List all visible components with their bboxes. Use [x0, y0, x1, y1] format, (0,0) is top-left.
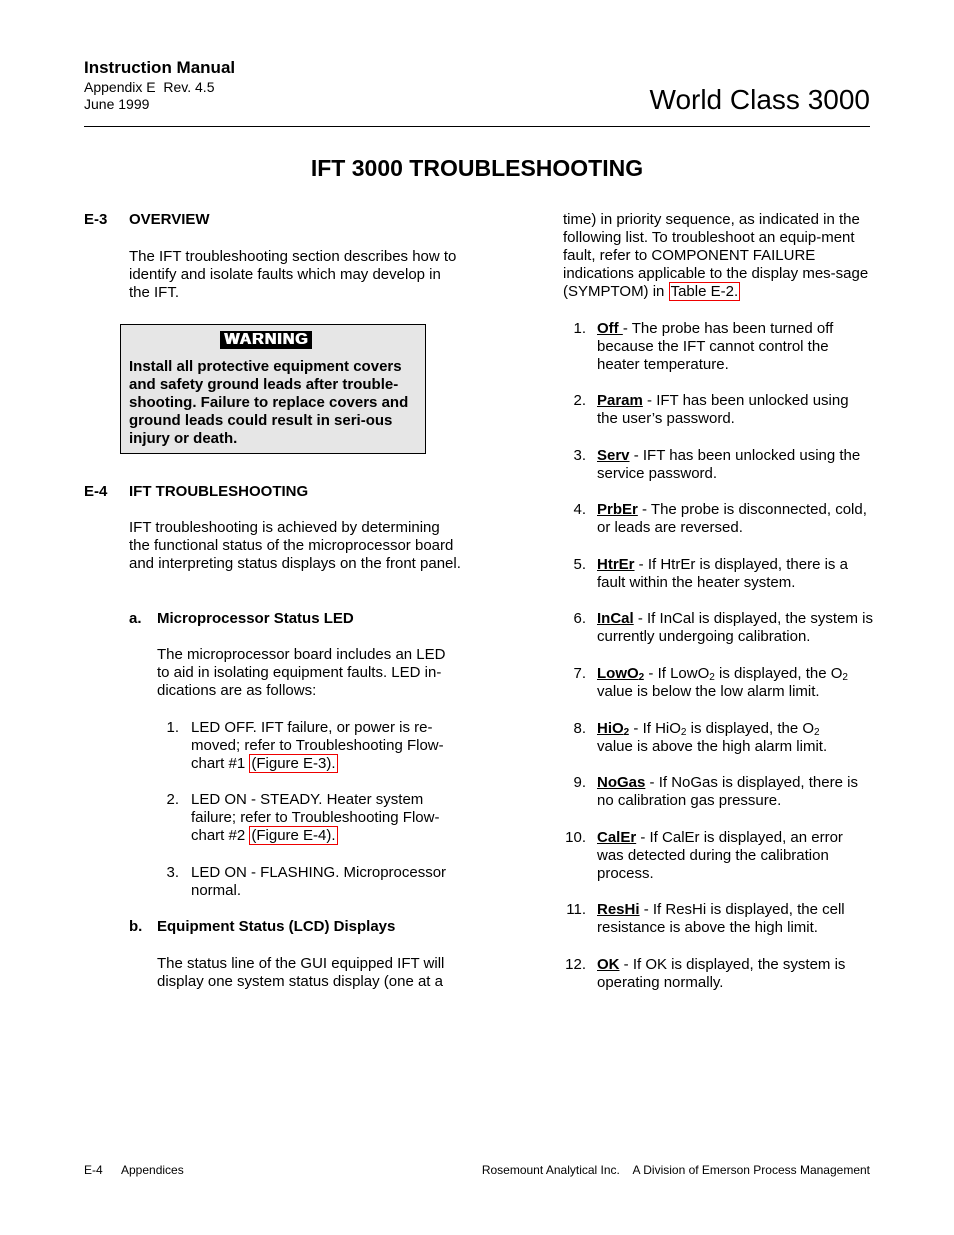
status-intro	[563, 211, 869, 301]
item-text: - If OK is displayed, the system is operating normally.	[597, 956, 846, 991]
item-text: - IFT has been unlocked using the service password.	[597, 447, 861, 482]
appendix-revision: Appendix E Rev. 4.5	[84, 79, 215, 95]
subscript: 2	[623, 727, 630, 738]
warning-box	[120, 324, 426, 454]
item-number: 7.	[573, 665, 586, 682]
manual-title: Instruction Manual	[84, 58, 236, 77]
item-number: 1.	[573, 320, 586, 337]
section-title: OVERVIEW	[129, 211, 210, 228]
page-title: IFT 3000 TROUBLESHOOTING	[310, 155, 644, 181]
status-keyword: NoGas	[597, 774, 646, 791]
item-number: 8.	[573, 720, 586, 737]
item-text: LED OFF. IFT failure, or power is re-moved; refer to Troubleshooting Flow-chart #1	[191, 719, 444, 772]
intro-text: time) in priority sequence, as indicated in the following list. To troubleshoot an equip-ment fault, refer to COMPONENT FAILURE indications applicable to the display mes-sage (SYMPTOM) in	[563, 211, 869, 300]
item-number: 9.	[573, 774, 586, 791]
item-text: - The probe is disconnected, cold, or leads are reversed.	[597, 501, 867, 536]
subsection-b-heading	[129, 918, 395, 935]
item-text: - The probe has been turned off because the IFT cannot control the heater temperature.	[597, 320, 834, 373]
section-title: IFT TROUBLESHOOTING	[129, 483, 309, 500]
subsection-letter: b.	[129, 918, 143, 935]
item-number: 2.	[573, 392, 586, 409]
status-keyword: Serv	[597, 447, 630, 464]
status-keyword: HtrEr	[597, 556, 635, 573]
item-text: - If LowO	[644, 665, 710, 682]
item-number: 2.	[166, 791, 179, 808]
footer-section: Appendices	[121, 1163, 184, 1177]
troubleshooting-text: IFT troubleshooting is achieved by determining the functional status of the microprocessor board and interpreting status displays on the front panel.	[129, 519, 461, 572]
warning-text: Install all protective equipment covers and safety ground leads after trouble-shooting. Failure to replace covers and ground leads could result in seri-ous injury or death.	[129, 358, 409, 447]
troubleshooting-heading	[84, 483, 308, 500]
item-text: - If NoGas is displayed, there is no calibration gas pressure.	[597, 774, 858, 809]
item-text: LED ON - FLASHING. Microprocessor normal.	[191, 864, 447, 899]
item-text: is displayed, the O	[714, 665, 843, 682]
status-keyword: Param	[597, 392, 643, 409]
item-number: 3.	[166, 864, 179, 881]
section-number: E-4	[84, 483, 108, 500]
overview-text: The IFT troubleshooting section describes how to identify and isolate faults which may develop in the IFT.	[129, 248, 457, 301]
status-keyword: LowO	[597, 665, 639, 682]
footer-company: Rosemount Analytical Inc. A Division of Emerson Process Management	[481, 1163, 870, 1177]
subsection-b-text: The status line of the GUI equipped IFT will display one system status display (one at a	[157, 955, 445, 990]
header-rule	[84, 126, 870, 127]
item-number: 12.	[565, 956, 586, 973]
figure-e4-link[interactable]: (Figure E-4).	[251, 827, 336, 844]
item-number: 4.	[573, 501, 586, 518]
subscript: 2	[842, 672, 848, 683]
status-keyword: OK	[597, 956, 620, 973]
item-number: 6.	[573, 610, 586, 627]
subsection-title: Microprocessor Status LED	[157, 610, 354, 627]
status-keyword: CalEr	[597, 829, 637, 846]
subsection-a-heading	[129, 610, 354, 627]
item-text: value is below the low alarm limit.	[597, 683, 820, 700]
warning-label: WARNING	[220, 331, 312, 349]
manual-date: June 1999	[84, 96, 150, 112]
product-name: World Class 3000	[649, 84, 870, 115]
status-keyword: InCal	[597, 610, 634, 627]
subscript: 2	[638, 672, 645, 683]
item-number: 1.	[166, 719, 179, 736]
item-text: - IFT has been unlocked using the user’s password.	[597, 392, 849, 427]
status-keyword: ResHi	[597, 901, 640, 918]
subsection-title: Equipment Status (LCD) Displays	[157, 918, 396, 935]
footer-page-number: E-4	[84, 1163, 103, 1177]
item-number: 5.	[573, 556, 586, 573]
subscript: 2	[814, 727, 820, 738]
subscript: 2	[680, 727, 687, 738]
subsection-letter: a.	[129, 610, 142, 627]
item-text: - If HiO	[629, 720, 681, 737]
item-text: value is above the high alarm limit.	[597, 738, 828, 755]
item-number: 10.	[565, 829, 586, 846]
item-text: - If InCal is displayed, the system is currently undergoing calibration.	[597, 610, 873, 645]
figure-e3-link[interactable]: (Figure E-3).	[251, 755, 336, 772]
subscript: 2	[709, 672, 715, 683]
table-e2-link[interactable]: Table E-2.	[670, 283, 739, 300]
status-keyword: Off	[597, 320, 623, 337]
status-keyword: PrbEr	[597, 501, 638, 518]
item-number: 11.	[566, 901, 586, 918]
status-keyword: HiO	[597, 720, 624, 737]
section-number: E-3	[84, 211, 108, 228]
subsection-a-text: The microprocessor board includes an LED to aid in isolating equipment faults. LED in-dications are as follows:	[157, 646, 446, 699]
item-text: - If ResHi is displayed, the cell resistance is above the high limit.	[597, 901, 845, 936]
item-text: is displayed, the O	[686, 720, 815, 737]
item-text: LED ON - STEADY. Heater system failure; refer to Troubleshooting Flow-chart #2	[191, 791, 440, 844]
item-text: - If HtrEr is displayed, there is a fault within the heater system.	[597, 556, 848, 591]
item-number: 3.	[573, 447, 586, 464]
item-text: - If CalEr is displayed, an error was detected during the calibration process.	[597, 829, 843, 882]
overview-heading	[84, 211, 210, 228]
